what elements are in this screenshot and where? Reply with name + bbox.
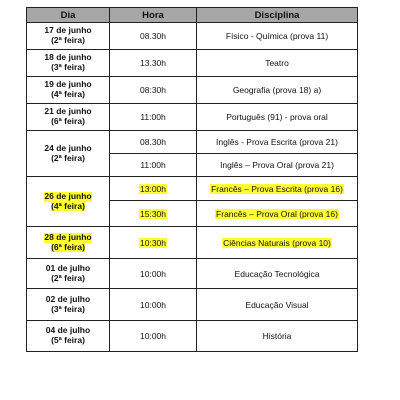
- day-cell: [27, 50, 110, 77]
- subject-text: Educação Tecnológica: [234, 268, 320, 279]
- table-row: [27, 77, 358, 104]
- day-weekday: (2ª feira): [51, 152, 85, 163]
- column-header-time: Hora: [110, 8, 197, 23]
- subject-text: História: [262, 331, 292, 341]
- subject-text: Inglês – Prova Oral (prova 21): [220, 160, 334, 170]
- table-row: [27, 177, 358, 201]
- table-body: [27, 23, 358, 352]
- subject-text: Teatro: [265, 58, 289, 68]
- time-text: 10:30h: [140, 237, 166, 248]
- time-text: 10:00h: [140, 268, 166, 279]
- day-cell: [27, 177, 110, 227]
- day-weekday: (4ª feira): [51, 89, 85, 99]
- day-cell: [27, 77, 110, 104]
- table-header-row: [27, 8, 358, 23]
- day-date: 01 de julho: [45, 262, 91, 273]
- subject-cell: [197, 131, 358, 154]
- day-date: 24 de junho: [44, 142, 92, 153]
- exam-schedule-table: [26, 7, 358, 352]
- day-weekday: (3ª feira): [51, 62, 85, 72]
- subject-text: Português (91) - prova oral: [226, 112, 328, 122]
- time-cell: [110, 50, 197, 77]
- time-text: 08.30h: [140, 31, 166, 41]
- table-row: [27, 50, 358, 77]
- time-text: 08:30h: [140, 85, 166, 95]
- day-cell: [27, 321, 110, 352]
- day-date: 21 de junho: [44, 106, 92, 117]
- day-cell: [27, 131, 110, 177]
- time-cell: [110, 259, 197, 289]
- day-weekday: (2ª feira): [51, 35, 85, 45]
- subject-text: Geografia (prova 18) a): [232, 85, 322, 95]
- subject-text: Físico - Química (prova 11): [225, 31, 329, 41]
- time-cell: [110, 201, 197, 227]
- subject-cell: [197, 227, 358, 259]
- time-text: 13.30h: [140, 58, 166, 68]
- subject-cell: [197, 177, 358, 201]
- time-text: 11:00h: [140, 112, 166, 122]
- table-row: [27, 321, 358, 352]
- day-date: 04 de julho: [45, 325, 91, 336]
- day-weekday: (4ª feira): [51, 200, 85, 211]
- subject-text: Educação Visual: [245, 299, 309, 310]
- day-date: 02 de julho: [45, 293, 91, 304]
- column-header-subject: Disciplina: [197, 8, 358, 23]
- day-cell: [27, 289, 110, 321]
- day-date: 17 de junho: [44, 25, 92, 36]
- table-row: [27, 23, 358, 50]
- subject-cell: [197, 77, 358, 104]
- day-weekday: (5ª feira): [51, 335, 85, 345]
- table-row: [27, 131, 358, 154]
- day-weekday: (6ª feira): [51, 116, 85, 126]
- time-cell: [110, 177, 197, 201]
- table-row: [27, 289, 358, 321]
- subject-cell: [197, 154, 358, 177]
- time-cell: [110, 289, 197, 321]
- time-text: 13:00h: [140, 183, 166, 194]
- day-cell: [27, 104, 110, 131]
- subject-cell: [197, 321, 358, 352]
- time-text: 11:00h: [140, 160, 166, 170]
- time-text: 15:30h: [140, 208, 166, 219]
- subject-text: Francês – Prova Escrita (prova 16): [211, 183, 343, 194]
- time-cell: [110, 77, 197, 104]
- day-date: 19 de junho: [44, 79, 92, 90]
- day-weekday: (6ª feira): [51, 241, 85, 252]
- table-row: [27, 227, 358, 259]
- day-date: 18 de junho: [44, 52, 92, 63]
- day-date: 26 de junho: [44, 190, 92, 201]
- time-text: 08.30h: [140, 137, 166, 147]
- time-cell: [110, 227, 197, 259]
- subject-cell: [197, 104, 358, 131]
- time-text: 10:00h: [140, 299, 166, 310]
- subject-text: Francês – Prova Oral (prova 16): [216, 208, 338, 219]
- table-row: [27, 104, 358, 131]
- time-cell: [110, 104, 197, 131]
- subject-cell: [197, 259, 358, 289]
- time-cell: [110, 131, 197, 154]
- subject-cell: [197, 201, 358, 227]
- day-cell: [27, 23, 110, 50]
- time-cell: [110, 321, 197, 352]
- subject-cell: [197, 50, 358, 77]
- subject-cell: [197, 23, 358, 50]
- subject-cell: [197, 289, 358, 321]
- subject-text: Ciências Naturais (prova 10): [223, 237, 331, 248]
- subject-text: Inglês - Prova Escrita (prova 21): [216, 137, 338, 147]
- day-weekday: (3ª feira): [51, 303, 85, 314]
- day-cell: [27, 259, 110, 289]
- day-date: 28 de junho: [44, 231, 92, 242]
- table-row: [27, 259, 358, 289]
- day-weekday: (2ª feira): [51, 272, 85, 283]
- time-text: 10:00h: [140, 331, 166, 341]
- day-cell: [27, 227, 110, 259]
- time-cell: [110, 154, 197, 177]
- time-cell: [110, 23, 197, 50]
- column-header-day: Dia: [27, 8, 110, 23]
